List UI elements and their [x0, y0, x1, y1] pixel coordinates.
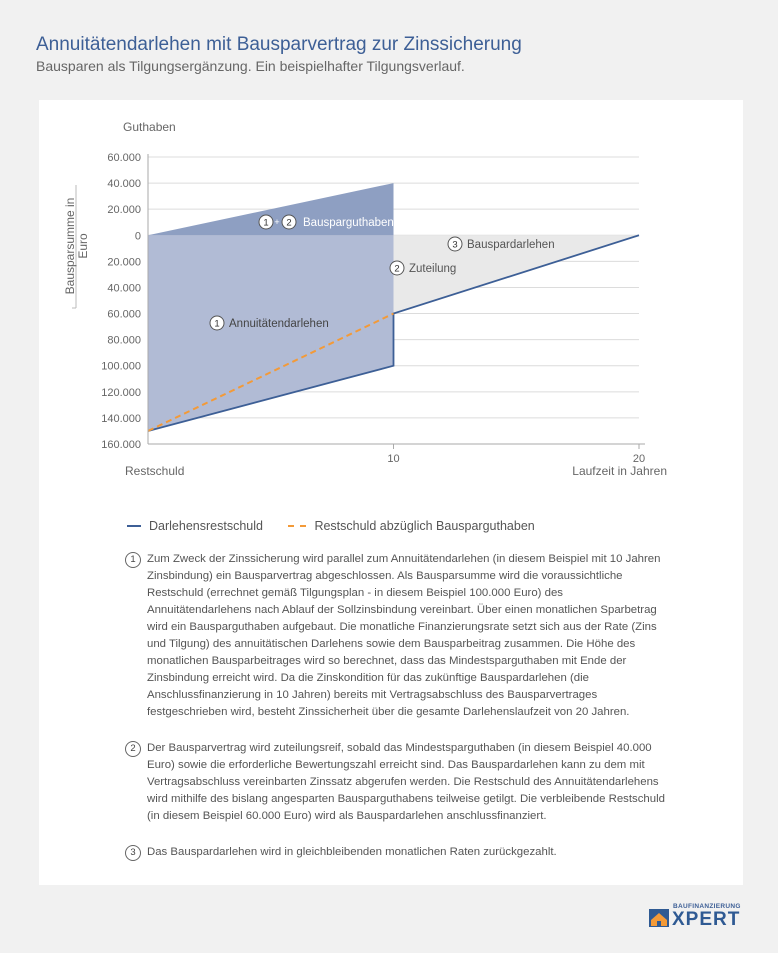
y-tick-label: 20.000 — [107, 204, 141, 217]
annotation-number: 2 — [286, 217, 292, 229]
note-3 — [125, 844, 665, 861]
y-tick-label: 20.000 — [107, 256, 141, 269]
annotation-number: 2 — [394, 263, 400, 275]
legend-item-restschuld — [127, 519, 263, 533]
x-start-label: Restschuld — [125, 464, 185, 478]
note-text: Das Bauspardarlehen wird in gleichbleibenden monatlichen Raten zurückgezahlt. — [147, 846, 557, 858]
legend — [127, 516, 557, 533]
y-tick-label: 160.000 — [101, 439, 141, 451]
note-2 — [125, 740, 665, 825]
x-tick-label: 20 — [632, 453, 646, 465]
note-text: Der Bausparvertrag wird zuteilungsreif, sobald das Mindestsparguthaben (in diesem Beispiel 40.000 Euro) sowie die erforderliche Bewertungszahl erreicht sind. Das Bauspardarlehen kann zu dem mit Vertragsabschluss vereinbarten Zinssatz abgerufen werden. Die Restschuld des Annuitätendarlehens wird mithilfe des bislang angesparten Bausparguthabens teilweise getilgt. Die verbleibende Restschuld (in diesem Beispiel 60.000 Euro) wird als Bauspardarlehen anschlussfinanziert. — [147, 742, 665, 822]
legend-label-restschuld: Darlehensrestschuld — [149, 519, 263, 533]
chart — [39, 100, 743, 500]
y-tick-label: 40.000 — [107, 282, 141, 295]
logo — [648, 903, 758, 933]
y-axis-title: Bausparsumme inEuro — [63, 197, 90, 295]
y-tick-label: 120.000 — [101, 386, 141, 399]
annotation-label-zuteilung: Zuteilung — [409, 263, 457, 275]
legend-line-dashed — [288, 525, 306, 527]
y-tick-label: 60.000 — [107, 152, 141, 164]
notes — [125, 551, 665, 880]
page-subtitle: Bausparen als Tilgungsergänzung. Ein beispielhafter Tilgungsverlauf. — [36, 58, 465, 74]
note-number: 3 — [125, 845, 141, 861]
y-tick-label: 0 — [134, 230, 141, 243]
annotation-number: 1 — [263, 217, 269, 229]
note-text: Zum Zweck der Zinssicherung wird parallel zum Annuitätendarlehen (in diesem Beispiel mit 10 Jahren Zinsbindung) ein Bausparvertrag abgeschlossen. Als Bausparsumme wird die voraussichtliche Restschuld (errechnet gemäß Tilgungsplan - in diesem Beispiel 100.000 Euro) des Annuitätendarlehens nach Ablauf der Sollzinsbindung vereinbart. Über einen monatlichen Sparbetrag wird ein Bausparguthaben aufgebaut. Die monatliche Finanzierungsrate setzt sich aus der Rate (Zins und Tilgung) des annuitätischen Darlehens sowie dem Bausparbeitrag zusammen. Die Höhe des monatlichen Bausparbeitrages wird so berechnet, dass das Mindestsparguthaben mit Ende der Zinsbindung erreicht wird. Da die Zinskondition für das zukünftige Bauspardarlehen (die Anschlussfinanzierung in 10 Jahren) bereits mit Vertragsabschluss des Bausparvertrages festgeschrieben wird, besteht Zinssicherheit über die gesamte Darlehenslaufzeit von 20 Jahren. — [147, 553, 661, 718]
y-tick-label: 140.000 — [101, 412, 141, 425]
note-number: 2 — [125, 741, 141, 757]
annotation-number: 3 — [452, 239, 458, 251]
legend-line-solid — [127, 525, 141, 527]
x-tick-label: 10 — [387, 453, 400, 465]
y-tick-label: 60.000 — [107, 308, 141, 321]
page-title: Annuitätendarlehen mit Bausparvertrag zur Zinssicherung — [36, 34, 522, 55]
x-axis-title: Laufzeit in Jahren — [572, 464, 667, 478]
annotation-label-annuitaetendarlehen: Annuitätendarlehen — [229, 318, 329, 330]
y-tick-label: 80.000 — [107, 334, 141, 347]
annotation-label-bauspardarlehen: Bauspardarlehen — [467, 239, 555, 251]
annotation-plus: + — [274, 217, 280, 227]
legend-label-abzueglich: Restschuld abzüglich Bausparguthaben — [314, 519, 535, 533]
y-tick-label: 100.000 — [101, 360, 141, 373]
logo-tagline: BAUFINANZIERUNG — [673, 903, 741, 910]
area-annuitaetendarlehen — [148, 235, 394, 431]
annotation-number: 1 — [214, 318, 220, 330]
y-top-label: Guthaben — [123, 120, 176, 134]
logo-wordmark: XPERT — [672, 909, 741, 930]
legend-item-abzueglich — [288, 519, 534, 533]
note-1 — [125, 551, 665, 721]
annotation-label-bausparguthaben: Bausparguthaben — [303, 217, 394, 229]
y-tick-label: 40.000 — [107, 178, 141, 191]
house-logo-icon — [648, 906, 670, 928]
note-number: 1 — [125, 552, 141, 568]
content-card — [39, 100, 743, 885]
